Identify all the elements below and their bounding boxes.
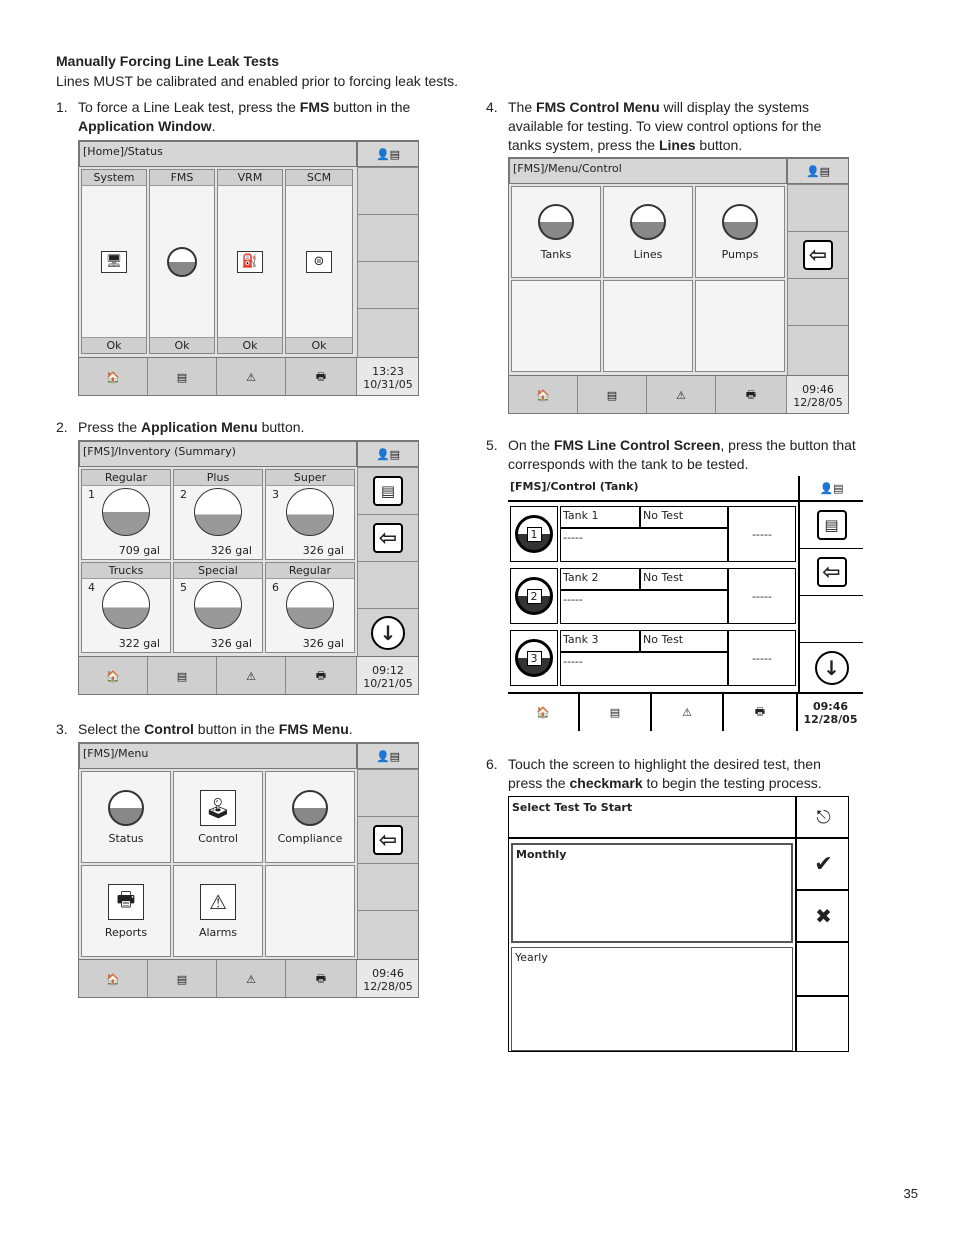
printer-icon[interactable]: 🖶	[286, 657, 357, 695]
alarm-icon[interactable]: ⚠	[647, 376, 716, 414]
screen-header: [Home]/Status	[79, 141, 357, 167]
side-buttons	[357, 167, 419, 357]
tank-icon	[538, 204, 574, 240]
user-icon[interactable]: 👤▤	[357, 743, 419, 769]
menu-icon[interactable]: ▤	[578, 376, 647, 414]
side-button-1[interactable]	[788, 185, 848, 232]
alarm-icon[interactable]: ⚠	[652, 694, 724, 731]
test-detail: -----	[560, 652, 728, 686]
test-detail: -----	[560, 590, 728, 624]
fms-control-menu-screen	[508, 157, 849, 414]
control-pumps-button[interactable]: Pumps	[695, 186, 785, 278]
bottom-bar	[79, 959, 419, 998]
tank-gauge-icon	[102, 488, 150, 536]
side-button-3[interactable]	[358, 864, 418, 911]
home-icon[interactable]: 🏠	[509, 376, 578, 414]
test-result: -----	[728, 630, 796, 686]
side-button-4[interactable]	[358, 309, 418, 358]
bottom-bar	[508, 692, 863, 731]
line-select-button[interactable]	[510, 506, 558, 562]
side-button-4[interactable]	[788, 326, 848, 376]
checkmark-button[interactable]: ✔	[797, 839, 849, 891]
line-select-button[interactable]	[510, 568, 558, 624]
menu-reports-button[interactable]: 🖶 Reports	[81, 865, 171, 957]
menu-compliance-button[interactable]: Compliance	[265, 771, 355, 863]
side-buttons	[795, 797, 849, 1052]
tank-volume: 326 gal	[302, 544, 344, 557]
side-button-4[interactable]	[797, 943, 849, 997]
empty-cell	[603, 280, 693, 372]
step-6: 6. Touch the screen to highlight the desired test, then press the checkmark to begin the testing process.	[486, 756, 822, 791]
fms-menu-screen	[78, 742, 419, 998]
empty-cell	[265, 865, 355, 957]
side-buttons	[798, 502, 863, 692]
menu-alarms-button[interactable]: ⚠ Alarms	[173, 865, 263, 957]
screen-header: [FMS]/Menu	[79, 743, 357, 769]
menu-status-button[interactable]: Status	[81, 771, 171, 863]
cancel-button[interactable]: ✖	[797, 891, 849, 943]
home-icon[interactable]: 🏠	[79, 960, 148, 998]
home-status-screen	[78, 140, 419, 396]
screen-header: [FMS]/Control (Tank)	[508, 476, 798, 502]
tank-name: Plus	[174, 470, 262, 486]
alarm-icon[interactable]: ⚠	[217, 657, 286, 695]
home-icon[interactable]: 🏠	[79, 657, 148, 695]
side-button-1[interactable]	[358, 770, 418, 817]
user-icon[interactable]: 👤▤	[787, 158, 849, 184]
tank-cell[interactable]	[81, 562, 171, 653]
tank-number-icon: 3	[515, 639, 553, 677]
tank-name: Regular	[266, 563, 354, 579]
screen-header: Select Test To Start	[509, 797, 795, 839]
alarm-icon[interactable]: ⚠	[217, 960, 286, 998]
step-1: 1. To force a Line Leak test, press the FMS button in the Application Window.	[56, 99, 411, 134]
tank-number-icon: 1	[515, 515, 553, 553]
side-button-4[interactable]	[358, 911, 418, 960]
tank-number: 4	[88, 581, 95, 594]
empty-cell	[695, 280, 785, 372]
user-icon[interactable]: 👤▤	[357, 441, 419, 467]
test-status: No Test	[640, 630, 728, 652]
tank-gauge-icon	[194, 488, 242, 536]
tank-icon	[722, 204, 758, 240]
tank-gauge-icon	[286, 581, 334, 629]
tank-gauge-icon	[102, 581, 150, 629]
back-button[interactable]: ⇦	[800, 549, 863, 596]
side-button-3[interactable]	[800, 596, 863, 643]
tank-name: Super	[266, 470, 354, 486]
select-test-screen	[508, 796, 849, 1052]
bottom-bar	[509, 375, 849, 414]
tank-cell[interactable]	[265, 469, 355, 560]
bottom-bar	[79, 656, 419, 695]
test-result: -----	[728, 568, 796, 624]
tank-number: 5	[180, 581, 187, 594]
test-option-monthly[interactable]: Monthly	[511, 843, 793, 943]
control-panel-icon: 🕹	[200, 790, 236, 826]
side-button-3[interactable]	[788, 279, 848, 326]
user-icon[interactable]: 👤▤	[357, 141, 419, 167]
tank-name: Special	[174, 563, 262, 579]
line-row[interactable]	[508, 628, 798, 688]
tank-cell[interactable]	[173, 562, 263, 653]
scroll-down-button[interactable]: ↓	[358, 609, 418, 657]
tank-cell[interactable]	[173, 469, 263, 560]
fuel-pump-icon: ⛽	[237, 251, 263, 273]
inventory-summary-screen	[78, 440, 419, 695]
tank-label: Tank 3	[560, 630, 640, 652]
tank-volume: 326 gal	[210, 544, 252, 557]
step-4: 4. The FMS Control Menu will display the systems available for testing. To view control options for the tanks system, press the Lines button.	[486, 99, 822, 153]
clock: 09:46 12/28/05	[787, 376, 849, 414]
menu-icon[interactable]: ▤	[148, 657, 217, 695]
side-buttons	[357, 769, 419, 959]
step-5: 5. On the FMS Line Control Screen, press the button that corresponds with the tank to be tested.	[486, 437, 856, 472]
back-button[interactable]: ⇦	[358, 515, 418, 562]
clock: 13:23 10/31/05	[357, 358, 419, 396]
tank-number-icon: 2	[515, 577, 553, 615]
printer-icon[interactable]: 🖶	[286, 960, 357, 998]
test-detail: -----	[560, 528, 728, 562]
tank-icon	[167, 247, 197, 277]
list-view-button[interactable]: ▤	[358, 468, 418, 515]
control-lines-button[interactable]: Lines	[603, 186, 693, 278]
clock: 09:46 12/28/05	[803, 699, 858, 726]
section-title: Manually Forcing Line Leak Tests	[56, 53, 280, 69]
tank-gauge-icon	[194, 581, 242, 629]
control-tanks-button[interactable]: Tanks	[511, 186, 601, 278]
status-col-vrm[interactable]: VRM ⛽ Ok	[217, 169, 283, 354]
screen-header: [FMS]/Menu/Control	[509, 158, 787, 184]
tank-number: 6	[272, 581, 279, 594]
printer-icon[interactable]: 🖶	[286, 358, 357, 396]
menu-icon[interactable]: ▤	[148, 358, 217, 396]
step-3: 3. Select the Control button in the FMS Menu.	[56, 721, 353, 737]
test-status: No Test	[640, 506, 728, 528]
step-2: 2. Press the Application Menu button.	[56, 419, 305, 435]
computer-icon: 🖥	[101, 251, 127, 273]
tank-name: Trucks	[82, 563, 170, 579]
test-option-yearly[interactable]: Yearly	[511, 947, 793, 1051]
exit-icon[interactable]: ⎋	[797, 797, 849, 839]
tank-icon	[292, 790, 328, 826]
side-button-3[interactable]	[358, 562, 418, 609]
back-button[interactable]: ⇦	[788, 232, 848, 279]
empty-cell	[511, 280, 601, 372]
side-button-2[interactable]	[358, 215, 418, 262]
line-row[interactable]	[508, 504, 798, 564]
test-result: -----	[728, 506, 796, 562]
home-icon[interactable]: 🏠	[79, 358, 148, 396]
list-view-button[interactable]: ▤	[800, 502, 863, 549]
line-select-button[interactable]	[510, 630, 558, 686]
intro-text: Lines MUST be calibrated and enabled prior to forcing leak tests.	[56, 73, 459, 89]
page-number: 35	[903, 1186, 918, 1201]
menu-control-button[interactable]: 🕹 Control	[173, 771, 263, 863]
line-row[interactable]	[508, 566, 798, 626]
side-button-1[interactable]	[358, 168, 418, 215]
tank-label: Tank 1	[560, 506, 640, 528]
user-icon[interactable]: 👤▤	[798, 476, 863, 502]
status-col-system[interactable]: System 🖥 Ok	[81, 169, 147, 354]
printer-icon[interactable]: 🖶	[724, 694, 798, 731]
side-button-3[interactable]	[358, 262, 418, 309]
tank-cell[interactable]	[265, 562, 355, 653]
tank-icon	[108, 790, 144, 826]
bottom-bar	[79, 357, 419, 396]
tank-number: 3	[272, 488, 279, 501]
tank-volume: 326 gal	[210, 637, 252, 650]
back-button[interactable]: ⇦	[358, 817, 418, 864]
tank-volume: 326 gal	[302, 637, 344, 650]
clock: 09:12 10/21/05	[357, 657, 419, 695]
tank-number: 2	[180, 488, 187, 501]
warning-icon: ⚠	[200, 884, 236, 920]
printer-icon[interactable]: 🖶	[716, 376, 787, 414]
tank-label: Tank 2	[560, 568, 640, 590]
test-status: No Test	[640, 568, 728, 590]
printer-icon: 🖶	[108, 884, 144, 920]
tank-number: 1	[88, 488, 95, 501]
status-col-fms[interactable]: FMS Ok	[149, 169, 215, 354]
alarm-icon[interactable]: ⚠	[217, 358, 286, 396]
tank-volume: 322 gal	[118, 637, 160, 650]
sensor-icon: ⊜	[306, 251, 332, 273]
tank-volume: 709 gal	[118, 544, 160, 557]
side-buttons	[787, 184, 849, 375]
side-buttons	[357, 467, 419, 656]
fms-line-control-screen	[508, 476, 863, 731]
clock: 09:46 12/28/05	[357, 960, 419, 998]
home-icon[interactable]: 🏠	[508, 694, 580, 731]
menu-icon[interactable]: ▤	[580, 694, 652, 731]
status-col-scm[interactable]: SCM ⊜ Ok	[285, 169, 353, 354]
tank-icon	[630, 204, 666, 240]
tank-gauge-icon	[286, 488, 334, 536]
scroll-down-button[interactable]: ↓	[800, 643, 863, 692]
screen-header: [FMS]/Inventory (Summary)	[79, 441, 357, 467]
menu-icon[interactable]: ▤	[148, 960, 217, 998]
tank-cell[interactable]	[81, 469, 171, 560]
tank-name: Regular	[82, 470, 170, 486]
